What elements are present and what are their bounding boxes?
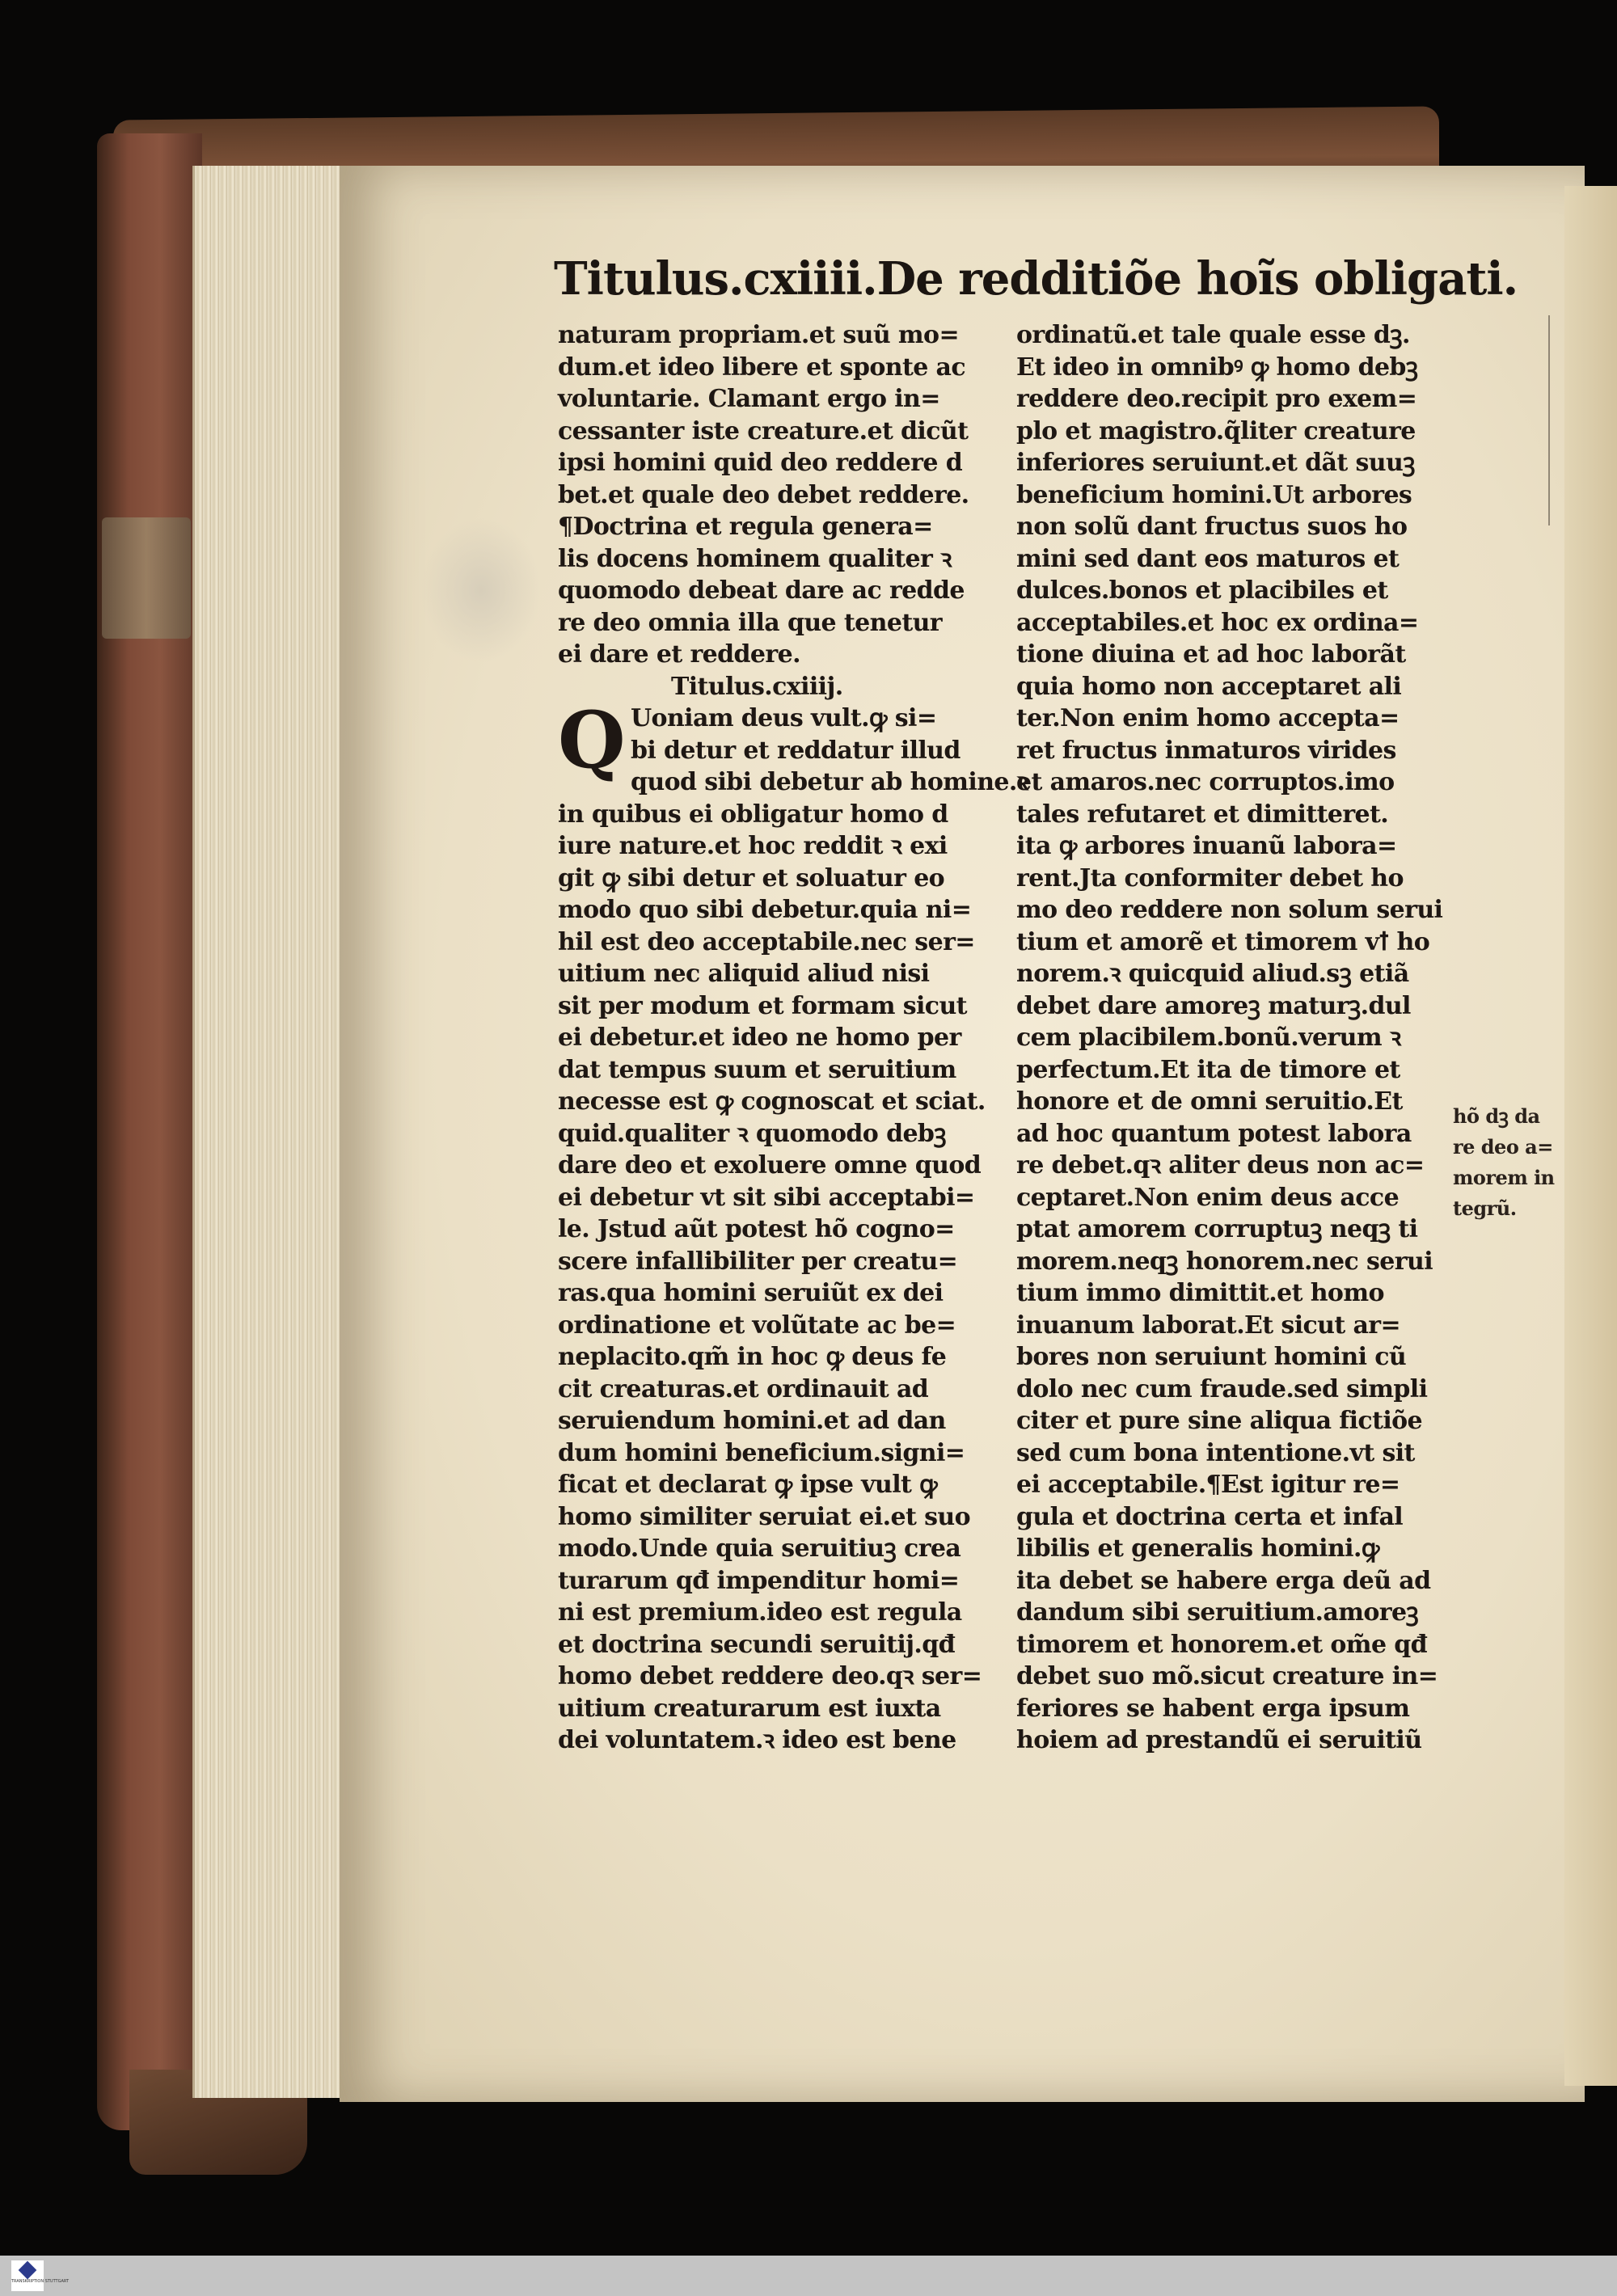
- left-column-line: naturam propriam.et suũ mo=: [558, 321, 959, 349]
- left-column-line: git ꝙ sibi detur et soluatur eo: [558, 863, 945, 893]
- right-column-line: tales refutaret et dimitteret.: [1016, 800, 1389, 829]
- left-column-line: ficat et declarat ꝙ ipse vult ꝙ: [558, 1471, 938, 1499]
- left-column-line: ei debetur vt sit sibi acceptabi=: [558, 1183, 975, 1212]
- running-head: Titulus.cxiiii.De redditiõe hoĩs obligati.: [554, 252, 1518, 306]
- right-column-line: honore et de omni seruitio.Et: [1016, 1087, 1403, 1116]
- gutter-mark: [1548, 315, 1550, 525]
- right-column-line: ita ꝙ arbores inuanũ labora=: [1016, 832, 1397, 860]
- left-column-line: uitium creaturarum est iuxta: [558, 1694, 941, 1723]
- library-logo-icon: [19, 2261, 37, 2280]
- page-edges: [192, 166, 348, 2098]
- left-column-line: ¶Doctrina et regula genera=: [558, 513, 933, 541]
- marginal-note: [1453, 1101, 1566, 1224]
- marginal-note-line: tegrũ.: [1453, 1197, 1517, 1220]
- left-column-line: uitium nec aliquid aliud nisi: [558, 960, 930, 988]
- left-column-line: cit creaturas.et ordinauit ad: [558, 1374, 929, 1403]
- left-column-line: Uoniam deus vult.ꝙ si=: [631, 704, 937, 732]
- right-column-line: Et ideo in omnibꝰ ꝙ homo debꝫ: [1016, 352, 1418, 382]
- right-column-line: bores non seruiunt homini cũ: [1016, 1343, 1407, 1371]
- left-column-line: Titulus.cxiiij.: [671, 672, 843, 701]
- marginal-note-line: hõ dꝫ da: [1453, 1104, 1540, 1128]
- right-column-line: mo deo reddere non solum serui: [1016, 896, 1443, 924]
- left-column-line: turarum qđ impenditur homi=: [558, 1566, 960, 1595]
- viewer-footer-bar: [0, 2256, 1617, 2296]
- left-column-line: modo.Unde quia seruitiuꝫ crea: [558, 1534, 961, 1563]
- book-spine: [97, 133, 202, 2130]
- left-column-line: quid.qualiter ꝛ quomodo debꝫ: [558, 1119, 947, 1148]
- left-column-line: sit per modum et formam sicut: [558, 991, 967, 1020]
- right-column-line: inferiores seruiunt.et dãt suuꝫ: [1016, 449, 1415, 477]
- right-column-line: cem placibilem.bonũ.verum ꝛ: [1016, 1023, 1401, 1052]
- left-column-line: dum homini beneficium.signi=: [558, 1438, 965, 1467]
- right-column-line: beneficium homini.Ut arbores: [1016, 480, 1412, 509]
- book-clasp: [102, 517, 191, 639]
- left-column-line: ei debetur.et ideo ne homo per: [558, 1023, 961, 1052]
- right-column-line: inuanum laborat.Et sicut ar=: [1016, 1310, 1401, 1340]
- right-column-line: hoiem ad prestandũ ei seruitiũ: [1016, 1726, 1422, 1754]
- right-column-line: ter.Non enim homo accepta=: [1016, 704, 1400, 732]
- left-column-line: ei dare et reddere.: [558, 640, 800, 669]
- left-column-line: voluntarie. Clamant ergo in=: [558, 385, 940, 413]
- left-column-line: quomodo debeat dare ac redde: [558, 576, 965, 605]
- left-column-line: dat tempus suum et seruitium: [558, 1055, 956, 1084]
- left-column-line: bet.et quale deo debet reddere.: [558, 480, 969, 509]
- left-column-line: ordinatione et volũtate ac be=: [558, 1310, 956, 1340]
- right-column-line: reddere deo.recipit pro exem=: [1016, 385, 1417, 413]
- right-column-line: dandum sibi seruitium.amoreꝫ: [1016, 1598, 1419, 1627]
- right-column-line: sed cum bona intentione.vt sit: [1016, 1438, 1415, 1467]
- right-column-line: ret fructus inmaturos virides: [1016, 736, 1396, 765]
- right-column-line: ordinatũ.et tale quale esse dꝫ.: [1016, 321, 1410, 349]
- left-column-line: in quibus ei obligatur homo d: [558, 800, 948, 829]
- paper-stain: [420, 517, 542, 663]
- right-column-line: feriores se habent erga ipsum: [1016, 1694, 1410, 1723]
- left-column-line: seruiendum homini.et ad dan: [558, 1407, 946, 1435]
- left-column-line: ras.qua homini seruiũt ex dei: [558, 1279, 944, 1307]
- right-column-line: ad hoc quantum potest labora: [1016, 1119, 1412, 1148]
- marginal-note-line: morem in: [1453, 1166, 1555, 1189]
- left-column-line: ni est premium.ideo est regula: [558, 1598, 962, 1627]
- left-column-line: iure nature.et hoc reddit ꝛ exi: [558, 832, 948, 860]
- right-column-line: dulces.bonos et placibiles et: [1016, 576, 1388, 605]
- right-column-line: debet suo mõ.sicut creature in=: [1016, 1662, 1438, 1690]
- right-column-line: dolo nec cum fraude.sed simpli: [1016, 1374, 1428, 1403]
- right-column-line: ita debet se habere erga deũ ad: [1016, 1566, 1431, 1595]
- right-column-line: et amaros.nec corruptos.imo: [1016, 768, 1395, 796]
- right-column-line: debet dare amoreꝫ maturꝫ.dul: [1016, 991, 1411, 1020]
- right-column-line: non solũ dant fructus suos ho: [1016, 513, 1408, 541]
- right-column-line: morem.neqꝫ honorem.nec serui: [1016, 1247, 1433, 1276]
- right-column-line: mini sed dant eos maturos et: [1016, 544, 1400, 573]
- right-column-line: timorem et honorem.et om̃e qđ: [1016, 1630, 1428, 1659]
- library-logo-text: TRANSKRIPTION STUTTGART: [11, 2279, 70, 2284]
- left-column-line: homo similiter seruiat ei.et suo: [558, 1502, 970, 1531]
- right-column-line: plo et magistro.q̃liter creature: [1016, 416, 1416, 445]
- right-column-line: citer et pure sine aliqua fictiõe: [1016, 1407, 1423, 1435]
- left-column-line: bi detur et reddatur illud: [631, 736, 960, 765]
- right-column-line: re debet.qꝛ aliter deus non ac=: [1016, 1151, 1425, 1180]
- left-column-line: neplacito.qm̃ in hoc ꝙ deus fe: [558, 1343, 947, 1371]
- right-column-line: perfectum.Et ita de timore et: [1016, 1055, 1400, 1084]
- right-column-line: ceptaret.Non enim deus acce: [1016, 1183, 1400, 1212]
- right-column-line: tione diuina et ad hoc laborãt: [1016, 640, 1406, 669]
- left-column-line: homo debet reddere deo.qꝛ ser=: [558, 1662, 982, 1690]
- decorated-initial: Q: [558, 694, 626, 786]
- right-column-line: norem.ꝛ quicquid aliud.sꝫ etiã: [1016, 960, 1409, 988]
- left-column-line: scere infallibiliter per creatu=: [558, 1247, 958, 1276]
- left-column-line: cessanter iste creature.et dicũt: [558, 416, 969, 445]
- library-logo[interactable]: [11, 2260, 70, 2291]
- left-column-line: modo quo sibi debetur.quia ni=: [558, 896, 972, 924]
- right-column-line: tium immo dimittit.et homo: [1016, 1279, 1384, 1307]
- left-column-line: re deo omnia illa que tenetur: [558, 608, 943, 637]
- left-column-line: necesse est ꝙ cognoscat et sciat.: [558, 1087, 986, 1116]
- left-column-line: dare deo et exoluere omne quod: [558, 1151, 982, 1180]
- left-column-line: et doctrina secundi seruitij.qđ: [558, 1630, 955, 1659]
- facing-page-edge: [1564, 186, 1617, 2086]
- right-column-line: acceptabiles.et hoc ex ordina=: [1016, 608, 1419, 637]
- right-column-line: ei acceptabile.¶Est igitur re=: [1016, 1471, 1400, 1499]
- left-column-line: dei voluntatem.ꝛ ideo est bene: [558, 1726, 956, 1754]
- left-column-line: quod sibi debetur ab homine.ꝛ: [631, 768, 1028, 796]
- right-column-line: quia homo non acceptaret ali: [1016, 672, 1402, 701]
- right-column-line: ptat amorem corruptuꝫ neqꝫ ti: [1016, 1215, 1418, 1243]
- left-text-column: [558, 319, 1028, 1757]
- right-column-line: rent.Jta conformiter debet ho: [1016, 863, 1404, 893]
- right-text-column: [1016, 319, 1453, 1757]
- left-column-line: dum.et ideo libere et sponte ac: [558, 352, 966, 382]
- marginal-note-line: re deo a=: [1453, 1135, 1553, 1159]
- left-column-line: ipsi homini quid deo reddere d: [558, 449, 963, 477]
- right-column-line: tium et amorẽ et timorem vꝉ ho: [1016, 927, 1430, 956]
- right-column-line: libilis et generalis homini.ꝙ: [1016, 1534, 1379, 1563]
- left-column-line: lis docens hominem qualiter ꝛ: [558, 544, 952, 573]
- left-column-line: hil est deo acceptabile.nec ser=: [558, 927, 975, 956]
- right-column-line: gula et doctrina certa et infal: [1016, 1502, 1404, 1531]
- left-column-line: le. Jstud aũt potest hõ cogno=: [558, 1215, 955, 1243]
